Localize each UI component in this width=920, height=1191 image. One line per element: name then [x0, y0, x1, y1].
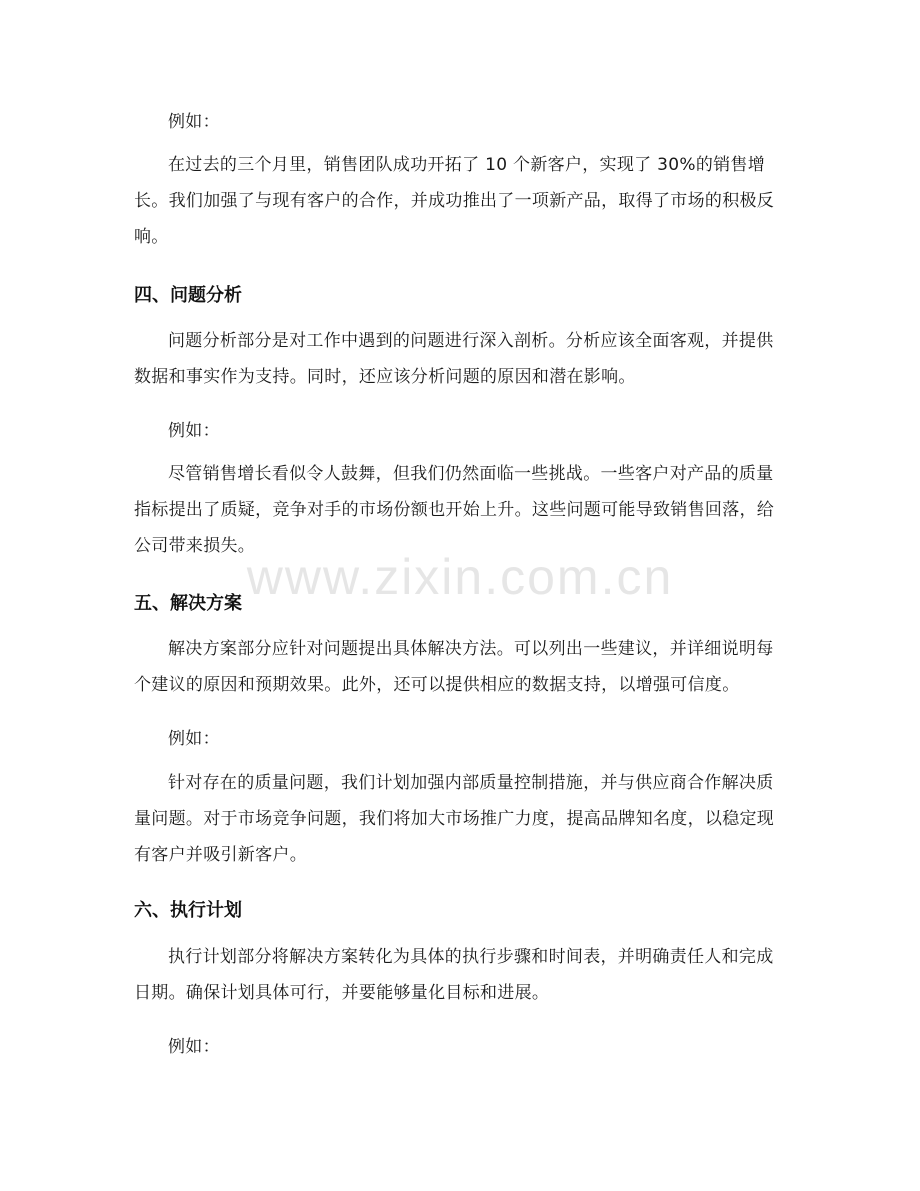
paragraph-execution-plan-intro: 执行计划部分将解决方案转化为具体的执行步骤和时间表，并明确责任人和完成日期。确保计划具体可行，并要能够量化目标和进展。: [134, 947, 774, 1003]
example-label: 例如：: [168, 1037, 220, 1057]
example-label: 例如：: [168, 112, 220, 132]
paragraph-sales-results: 在过去的三个月里，销售团队成功开拓了 10 个新客户，实现了 30%的销售增长。我们加强了与现有客户的合作，并成功推出了一项新产品，取得了市场的积极反响。: [134, 155, 775, 247]
paragraph-problem-analysis-intro: 问题分析部分是对工作中遇到的问题进行深入剖析。分析应该全面客观，并提供数据和事实作为支持。同时，还应该分析问题的原因和潜在影响。: [134, 331, 774, 387]
section-heading-execution-plan: 六、执行计划: [134, 900, 242, 921]
paragraph-solutions-intro: 解决方案部分应针对问题提出具体解决方法。可以列出一些建议，并详细说明每个建议的原因和预期效果。此外，还可以提供相应的数据支持，以增强可信度。: [134, 639, 774, 695]
section-heading-problem-analysis: 四、问题分析: [134, 285, 242, 306]
paragraph-challenges: 尽管销售增长看似令人鼓舞，但我们仍然面临一些挑战。一些客户对产品的质量指标提出了质疑，竞争对手的市场份额也开始上升。这些问题可能导致销售回落，给公司带来损失。: [134, 464, 775, 556]
section-heading-solutions: 五、解决方案: [134, 593, 242, 614]
watermark-text: www.zixin.com.cn: [246, 549, 674, 605]
example-label: 例如：: [168, 421, 220, 441]
paragraph-solution-measures: 针对存在的质量问题，我们计划加强内部质量控制措施，并与供应商合作解决质量问题。对于市场竞争问题，我们将加大市场推广力度，提高品牌知名度，以稳定现有客户并吸引新客户。: [134, 773, 775, 865]
example-label: 例如：: [168, 729, 220, 749]
